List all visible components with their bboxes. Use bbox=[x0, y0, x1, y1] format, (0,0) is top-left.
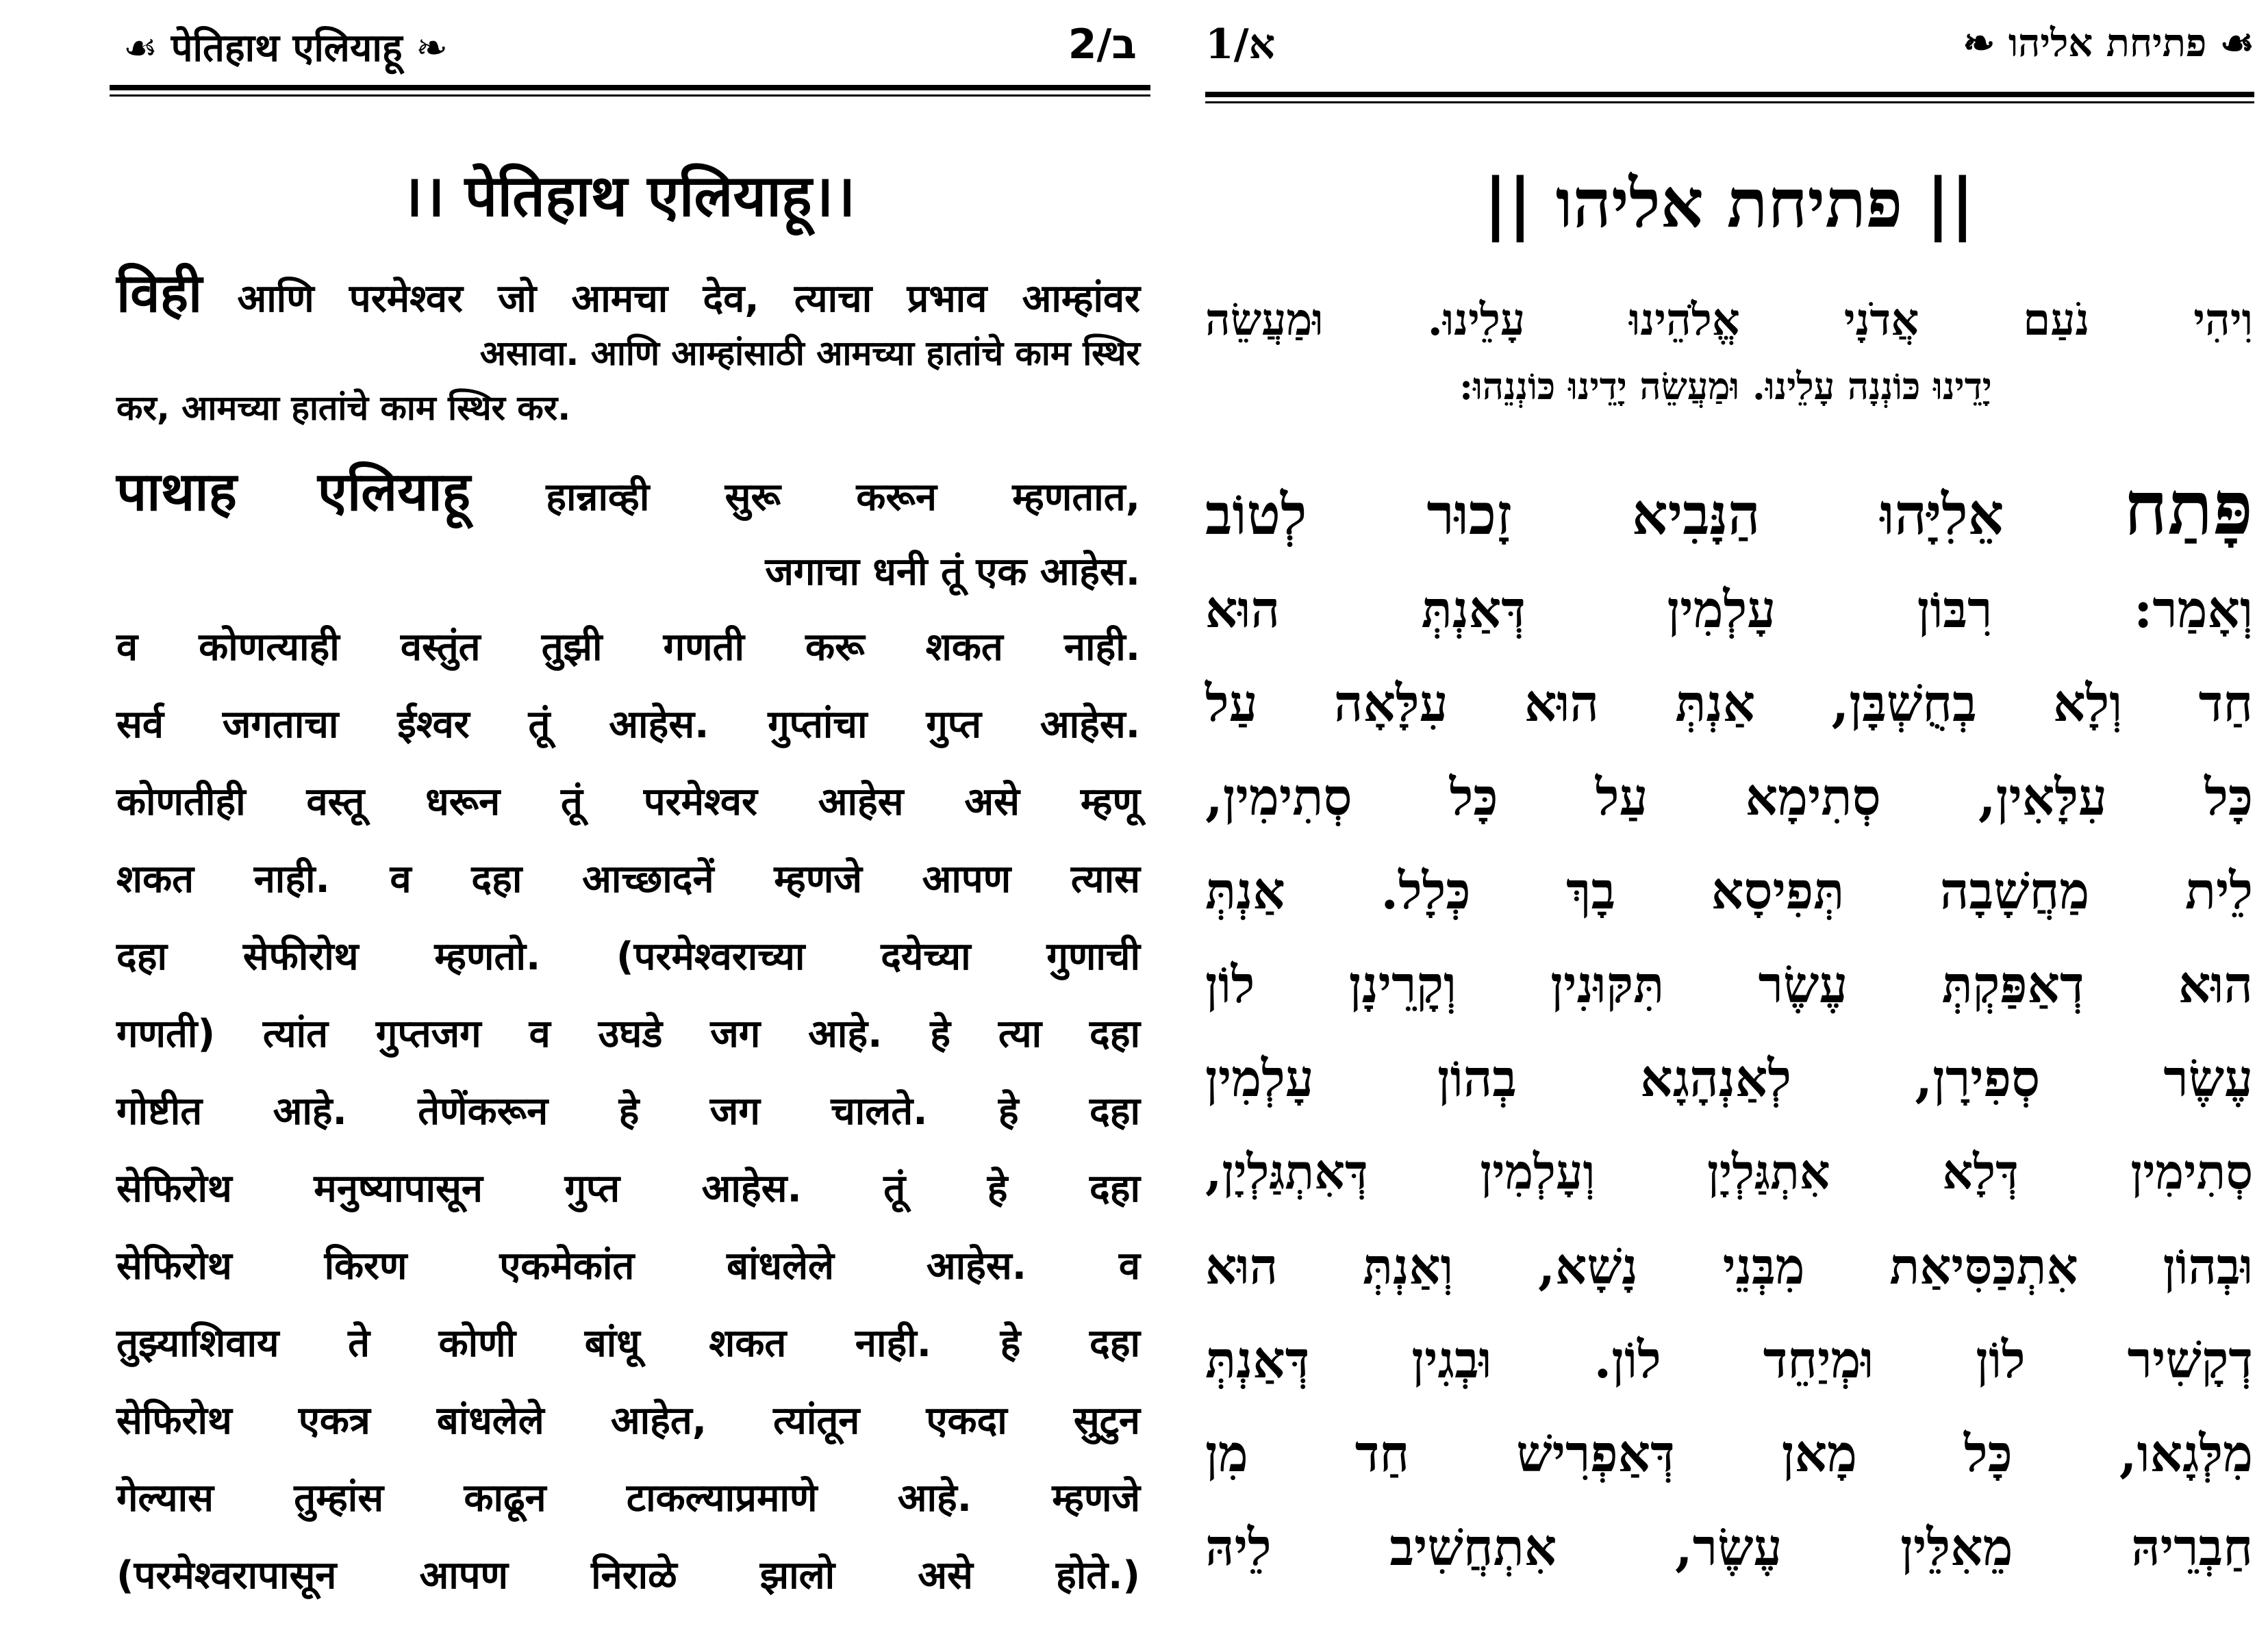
left-page-title: ।। पेतिहाथ एलियाहू।। bbox=[401, 162, 856, 229]
body-line: सेफिरोथ एकत्र बांधलेले आहेत, त्यांतून एकदा सुटुन bbox=[116, 1399, 1140, 1443]
intro-line-1 bbox=[116, 255, 1140, 327]
hebrew-body-line: הוּא דְאַפַּקְתְּ עֶשֶׂר תִּקּוּנִין וְקָרֵינָן לוֹן bbox=[1205, 956, 2253, 1015]
hebrew-body-line: עֶשֶׂר סְפִירָן, לְאַנְהָגָא בְהוֹן עָלְמִין bbox=[1205, 1049, 2253, 1108]
body-line: सेफिरोथ मनुष्यापासून गुप्त आहेस. तूं हे दहा bbox=[116, 1167, 1140, 1211]
header-rule-thick bbox=[110, 85, 1150, 90]
left-page-header bbox=[110, 21, 1150, 82]
right-page bbox=[1198, 0, 2268, 1643]
body-line: कोणतीही वस्तू धरून तूं परमेश्वर आहेस असे म्हणू bbox=[116, 780, 1140, 824]
intro-line-3: कर, आमच्या हातांचे काम स्थिर कर. bbox=[116, 388, 571, 428]
body-line: जगाचा धनी तूं एक आहेस. bbox=[765, 550, 1140, 594]
left-running-title: ☙ पेतिहाथ एलियाहू ❧ bbox=[123, 26, 449, 71]
hebrew-body-line: לֵית מַחֲשָׁבָה תְּפִיסָא בָךְ כְּלָל. אַנְתְּ bbox=[1205, 862, 2253, 921]
body-line: गोष्टीत आहे. तेणेंकरून हे जग चालते. हे दहा bbox=[116, 1089, 1140, 1134]
hebrew-body-line-1-text: אֵלִיָּהוּ הַנָּבִיא זָכוּר לְטוֹב bbox=[1205, 482, 2004, 548]
header-rule-thick bbox=[1205, 92, 2254, 97]
body-line: सर्व जगताचा ईश्वर तूं आहेस. गुप्तांचा गुप्त आहेस. bbox=[116, 702, 1140, 747]
hebrew-intro-line-1: וִיהִי נֹעַם אֲדֹנָי אֱלֹהֵינוּ עָלֵינוּ. וּמַעֲשֵׂה bbox=[1205, 294, 2253, 346]
body-line: दहा सेफीरोथ म्हणतो. (परमेश्वराच्या दयेच्या गुणाची bbox=[116, 934, 1140, 979]
body-line-1-text: हान्नाव्ही सुरू करून म्हणतात, bbox=[546, 475, 1140, 520]
body-lead-word: पाथाह एलियाहू bbox=[116, 461, 470, 523]
hebrew-body-line: וּבְהוֹן אִתְכַּסִּיאַת מִבְּנֵי נָשָׁא, וְאַנְתְּ הוּא bbox=[1205, 1237, 2253, 1295]
right-running-title: ☙ פתיחת אליהו ❧ bbox=[1963, 21, 2254, 66]
body-line: शकत नाही. व दहा आच्छादनें म्हणजे आपण त्यास bbox=[116, 857, 1140, 902]
header-rule-thin bbox=[1205, 101, 2254, 103]
hebrew-body-line: דְקָשִׁיר לוֹן וּמְיַחֵד לוֹן. וּבְגִין דְּאַנְתְּ bbox=[1205, 1331, 2253, 1390]
hebrew-body-line: חַד וְלָא בְחֻשְׁבָּן, אַנְתְּ הוּא עִלָּאָה עַל bbox=[1205, 674, 2253, 733]
hebrew-body-line: חַבְרֵיהּ מֵאִלֵּין עֶשֶׂר, אִתְחֲשִׁיב לֵיהּ bbox=[1205, 1518, 2253, 1577]
intro-line-1-text: आणि परमेश्वर जो आमचा देव, त्याचा प्रभाव आम्हांवर bbox=[237, 277, 1140, 321]
body-line: व कोणत्याही वस्तुंत तुझी गणती करू शकत नाही. bbox=[116, 625, 1140, 670]
body-line: तुझ्याशिवाय ते कोणी बांधू शकत नाही. हे दहा bbox=[116, 1321, 1140, 1366]
hebrew-lead-word: פָּתַח bbox=[2124, 466, 2253, 552]
hebrew-body-line: סְתִימִין דְּלָא אִתְגַּלְיָן וְעָלְמִין דְּאִתְגַּלְיָן, bbox=[1205, 1143, 2253, 1200]
intro-lead-word: विही bbox=[116, 263, 203, 324]
body-line-1 bbox=[116, 453, 1140, 526]
right-page-header bbox=[1205, 21, 2254, 82]
intro-line-2: असावा. आणि आम्हांसाठी आमच्या हातांचे काम स्थिर bbox=[479, 333, 1140, 373]
hebrew-body-line: וְאָמַר: רִבּוֹן עָלְמִין דְּאַנְתְּ הוּא bbox=[1205, 581, 2253, 639]
hebrew-body-line-1 bbox=[1205, 466, 2253, 552]
body-line: गणती) त्यांत गुप्तजग व उघडे जग आहे. हे त्या दहा bbox=[116, 1012, 1140, 1056]
right-page-title: || פתיחת אליהו || bbox=[1483, 164, 1975, 243]
header-rule-thin bbox=[110, 94, 1150, 97]
hebrew-body-line: מִלְּגָאו, כָּל מָאן דְּאַפְרִישׁ חַד מִן bbox=[1205, 1425, 2253, 1483]
body-line: (परमेश्वरापासून आपण निराळे झालो असे होते.) bbox=[116, 1553, 1140, 1598]
hebrew-intro-line-2: יָדֵינוּ כּוֹנְנָה עָלֵינוּ. וּמַעֲשֵׂה יָדֵינוּ כּוֹנְנֵהוּ: bbox=[1459, 364, 1992, 408]
body-line: सेफिरोथ किरण एकमेकांत बांधलेले आहेस. व bbox=[116, 1244, 1140, 1288]
body-line: गेल्यास तुम्हांस काढून टाकल्याप्रमाणे आहे. म्हणजे bbox=[116, 1476, 1140, 1520]
hebrew-body-line: כָּל עִלָּאִין, סְתִימָא עַל כָּל סְתִימִין, bbox=[1205, 768, 2253, 827]
right-folio: א/1 bbox=[1205, 21, 1276, 68]
left-folio: 2/ב bbox=[1068, 21, 1137, 68]
